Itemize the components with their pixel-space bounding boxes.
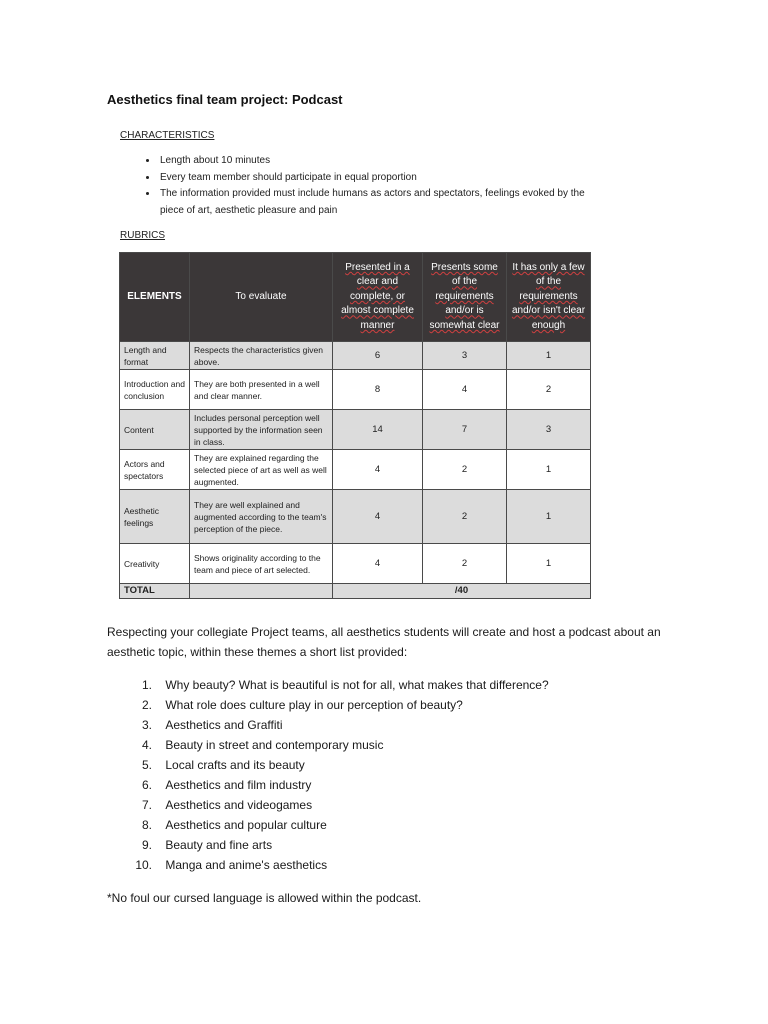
theme-number: 7.	[141, 798, 152, 812]
header-to-evaluate: To evaluate	[190, 253, 333, 342]
header-elements: ELEMENTS	[120, 253, 190, 342]
theme-item	[128, 735, 648, 755]
theme-item	[128, 815, 648, 835]
theme-number: 3.	[141, 718, 152, 732]
score-low: 1	[507, 450, 591, 490]
document-title: Aesthetics final team project: Podcast	[107, 92, 343, 107]
theme-text: Manga and anime's aesthetics	[165, 858, 328, 872]
rubric-table	[119, 252, 591, 599]
theme-text: Beauty in street and contemporary music	[165, 738, 384, 752]
theme-number: 8.	[141, 818, 152, 832]
score-full: 4	[333, 490, 423, 544]
theme-item	[128, 715, 648, 735]
theme-number: 6.	[141, 778, 152, 792]
theme-number: 10.	[135, 858, 152, 872]
rubric-total-row	[120, 584, 591, 599]
rubrics-heading: RUBRICS	[120, 230, 166, 241]
header-full-score	[333, 253, 423, 342]
rubric-row-introduction	[120, 370, 591, 410]
theme-item	[128, 675, 648, 695]
row-criteria: Includes personal perception well supported by the information seen in class.	[190, 410, 333, 450]
score-low: 3	[507, 410, 591, 450]
row-element: Introduction and conclusion	[120, 370, 190, 410]
theme-item	[128, 775, 648, 795]
score-low: 1	[507, 544, 591, 584]
characteristic-item: • Every team member should participate in equal proportion	[158, 170, 608, 187]
score-full: 4	[333, 450, 423, 490]
rubric-row-content	[120, 410, 591, 450]
total-spacer	[190, 584, 333, 599]
score-partial: 2	[423, 450, 507, 490]
score-partial: 4	[423, 370, 507, 410]
header-low-score	[507, 253, 591, 342]
theme-text: Local crafts and its beauty	[165, 758, 305, 772]
row-criteria: They are both presented in a well and clear manner.	[190, 370, 333, 410]
rubric-row-actors-spectators	[120, 450, 591, 490]
header-partial-score	[423, 253, 507, 342]
total-value: /40	[333, 584, 591, 599]
theme-item	[128, 855, 648, 875]
footnote: *No foul our cursed language is allowed within the podcast.	[107, 891, 422, 905]
theme-text: Why beauty? What is beautiful is not for all, what makes that difference?	[165, 678, 549, 692]
row-criteria: They are well explained and augmented according to the team's perception of the piece.	[190, 490, 333, 544]
row-element: Creativity	[120, 544, 190, 584]
theme-text: Aesthetics and videogames	[165, 798, 313, 812]
score-full: 14	[333, 410, 423, 450]
header-full-score-text: Presented in a clear and complete, or almost complete manner	[341, 261, 414, 331]
score-low: 1	[507, 342, 591, 370]
theme-number: 2.	[141, 698, 152, 712]
theme-item	[128, 835, 648, 855]
total-label: TOTAL	[120, 584, 190, 599]
rubric-row-aesthetic-feelings	[120, 490, 591, 544]
intro-paragraph: Respecting your collegiate Project teams, all aesthetics students will create and host a podcast about an aesthetic topic, within these themes a short list provided:	[107, 625, 661, 659]
score-full: 4	[333, 544, 423, 584]
theme-text: Beauty and fine arts	[165, 838, 273, 852]
header-partial-score-text: Presents some of the requirements and/or is somewhat clear	[429, 261, 500, 331]
row-element: Aesthetic feelings	[120, 490, 190, 544]
theme-text: Aesthetics and film industry	[165, 778, 312, 792]
theme-number: 9.	[141, 838, 152, 852]
score-full: 8	[333, 370, 423, 410]
rubric-header-row	[120, 253, 591, 342]
characteristic-item: • The information provided must include humans as actors and spectators, feelings evoked by the piece of art, aesthetic pleasure and pain	[158, 186, 608, 219]
characteristics-heading: CHARACTERISTICS	[120, 130, 215, 141]
row-criteria: They are explained regarding the selected piece of art as well as well augmented.	[190, 450, 333, 490]
score-low: 2	[507, 370, 591, 410]
header-low-score-text: It has only a few of the requirements and/or isn't clear enough	[511, 261, 586, 331]
theme-number: 4.	[141, 738, 152, 752]
theme-number: 5.	[141, 758, 152, 772]
characteristics-list	[140, 153, 608, 219]
row-element: Content	[120, 410, 190, 450]
themes-list	[128, 675, 648, 875]
row-criteria: Shows originality according to the team and piece of art selected.	[190, 544, 333, 584]
score-partial: 3	[423, 342, 507, 370]
theme-text: Aesthetics and Graffiti	[165, 718, 283, 732]
theme-text: Aesthetics and popular culture	[165, 818, 327, 832]
row-element: Length and format	[120, 342, 190, 370]
score-partial: 7	[423, 410, 507, 450]
row-element: Actors and spectators	[120, 450, 190, 490]
theme-item	[128, 755, 648, 775]
score-partial: 2	[423, 544, 507, 584]
theme-text: What role does culture play in our perception of beauty?	[165, 698, 463, 712]
score-low: 1	[507, 490, 591, 544]
characteristic-item: • Length about 10 minutes	[158, 153, 608, 170]
rubric-row-creativity	[120, 544, 591, 584]
theme-item	[128, 695, 648, 715]
theme-item	[128, 795, 648, 815]
score-partial: 2	[423, 490, 507, 544]
theme-number: 1.	[141, 678, 152, 692]
rubric-row-length-format	[120, 342, 591, 370]
score-full: 6	[333, 342, 423, 370]
row-criteria: Respects the characteristics given above.	[190, 342, 333, 370]
